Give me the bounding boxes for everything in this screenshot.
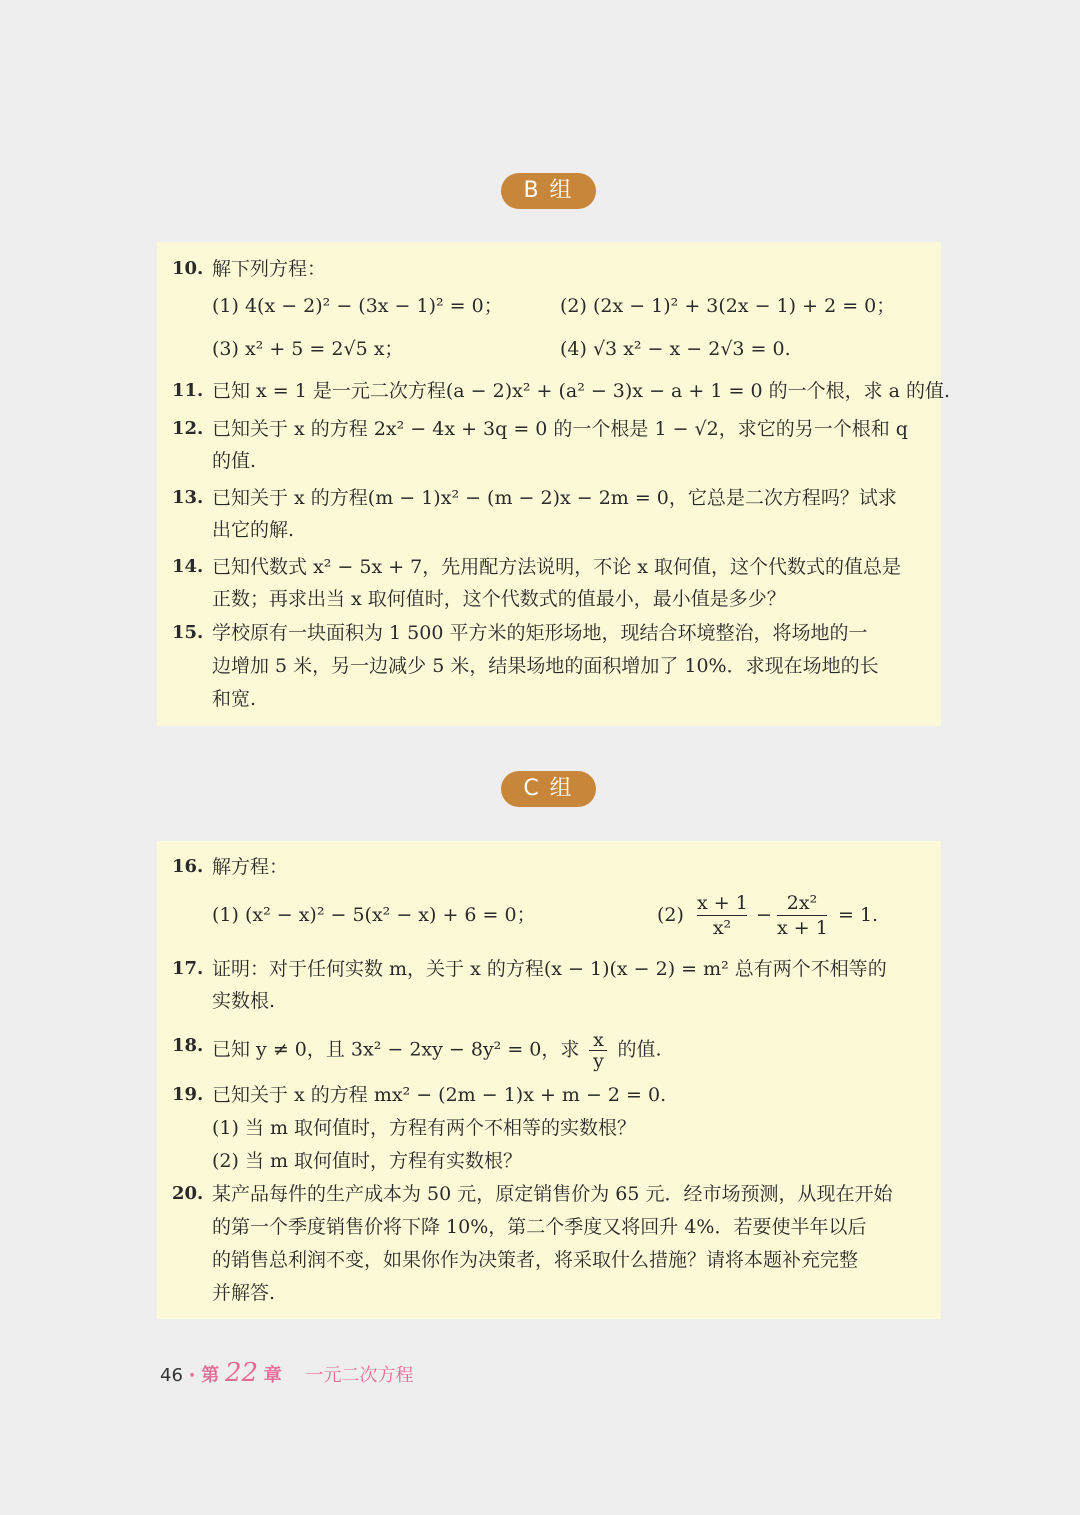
question-number: 12.: [172, 418, 204, 439]
chapter-number: 22: [224, 1358, 259, 1388]
part-3: (3) x² + 5 = 2√5 x；: [212, 338, 404, 360]
question-text-line3: 的销售总利润不变，如果你作为决策者，将采取什么措施？请将本题补充完整: [212, 1249, 859, 1271]
part-2: (2) (2x − 1)² + 3(2x − 1) + 2 = 0；: [560, 295, 896, 317]
question-number: 17.: [172, 958, 204, 979]
question-text: 解方程：: [212, 856, 289, 878]
exercise-panel-c: [157, 841, 941, 1319]
question-text: [212, 1030, 662, 1071]
question-text-line1: 证明：对于任何实数 m，关于 x 的方程(x − 1)(x − 2) = m² 总有两个不相等的: [212, 958, 887, 980]
question-number: 18.: [172, 1035, 204, 1056]
question-text-line2: 实数根.: [212, 990, 276, 1012]
fraction-1-denominator: x²: [712, 917, 732, 939]
question-text-line1: 某产品每件的生产成本为 50 元，原定销售价为 65 元．经市场预测，从现在开始: [212, 1183, 893, 1205]
question-18-suffix: 的值.: [617, 1038, 662, 1061]
group-b-badge: B 组: [501, 173, 596, 209]
fraction-denominator: y: [593, 1050, 604, 1072]
fraction-x-over-y: [589, 1030, 607, 1071]
question-number: 14.: [172, 556, 204, 577]
question-16-parts: [172, 891, 925, 947]
part-4: (4) √3 x² − x − 2√3 = 0.: [560, 338, 791, 360]
exercise-panel-b: [157, 242, 951, 726]
question-text-line2: 正数；再求出当 x 取何值时，这个代数式的值最小，最小值是多少？: [212, 588, 786, 610]
chapter-prefix: 第: [201, 1365, 220, 1386]
question-text-line1: 已知关于 x 的方程 2x² − 4x + 3q = 0 的一个根是 1 − √2，求它的另一个根和 q: [212, 418, 908, 440]
fraction-1-numerator: x + 1: [697, 892, 748, 914]
sub-question-1: (1) 当 m 取何值时，方程有两个不相等的实数根？: [212, 1117, 637, 1139]
footer-dot: ·: [188, 1365, 196, 1386]
question-text: 已知 x = 1 是一元二次方程(a − 2)x² + (a² − 3)x − a + 1 = 0 的一个根，求 a 的值.: [212, 380, 951, 402]
chapter-suffix: 章: [263, 1365, 282, 1386]
question-number: 19.: [172, 1084, 204, 1105]
question-number: 16.: [172, 856, 204, 877]
fraction-1: [697, 891, 747, 940]
question-text-line1: 已知代数式 x² − 5x + 7，先用配方法说明，不论 x 取何值，这个代数式的值总是: [212, 556, 902, 578]
question-18-prefix: 已知 y ≠ 0，且 3x² − 2xy − 8y² = 0，求: [212, 1038, 580, 1061]
question-number: 13.: [172, 487, 204, 508]
minus-sign: −: [756, 904, 772, 926]
question-18: [172, 1024, 925, 1070]
question-number: 15.: [172, 622, 204, 643]
fraction-2: [777, 891, 827, 940]
group-c-badge: C 组: [501, 771, 596, 807]
sub-question-2: (2) 当 m 取何值时，方程有实数根？: [212, 1150, 523, 1172]
part-2-label: (2): [657, 904, 684, 926]
equals-one: = 1.: [838, 904, 879, 926]
question-text-line2: 的第一个季度销售价将下降 10%，第二个季度又将回升 4%．若要使半年以后: [212, 1216, 867, 1238]
question-text-line1: 已知关于 x 的方程(m − 1)x² − (m − 2)x − 2m = 0，它总是二次方程吗？试求: [212, 487, 897, 509]
question-number: 20.: [172, 1183, 204, 1204]
question-text-line2: 出它的解.: [212, 519, 295, 541]
question-text-line2: 边增加 5 米，另一边减少 5 米，结果场地的面积增加了 10%．求现在场地的长: [212, 655, 879, 677]
fraction-numerator: x: [589, 1030, 607, 1051]
part-1: (1) 4(x − 2)² − (3x − 1)² = 0；: [212, 295, 503, 317]
fraction-2-numerator: 2x²: [777, 891, 827, 916]
question-text-line1: 学校原有一块面积为 1 500 平方米的矩形场地，现结合环境整治，将场地的一: [212, 622, 868, 644]
chapter-title: 一元二次方程: [305, 1365, 414, 1386]
question-text-line3: 和宽.: [212, 688, 257, 710]
question-number: 11.: [172, 380, 204, 401]
page-footer: [160, 1356, 414, 1393]
question-text: 已知关于 x 的方程 mx² − (2m − 1)x + m − 2 = 0.: [212, 1084, 667, 1106]
question-text-line2: 的值.: [212, 450, 257, 472]
part-1: (1) (x² − x)² − 5(x² − x) + 6 = 0；: [212, 904, 536, 926]
question-number: 10.: [172, 258, 204, 279]
page-number: 46: [160, 1365, 183, 1386]
question-text-line4: 并解答.: [212, 1282, 276, 1304]
fraction-2-denominator: x + 1: [777, 917, 828, 939]
question-text: 解下列方程：: [212, 258, 327, 280]
